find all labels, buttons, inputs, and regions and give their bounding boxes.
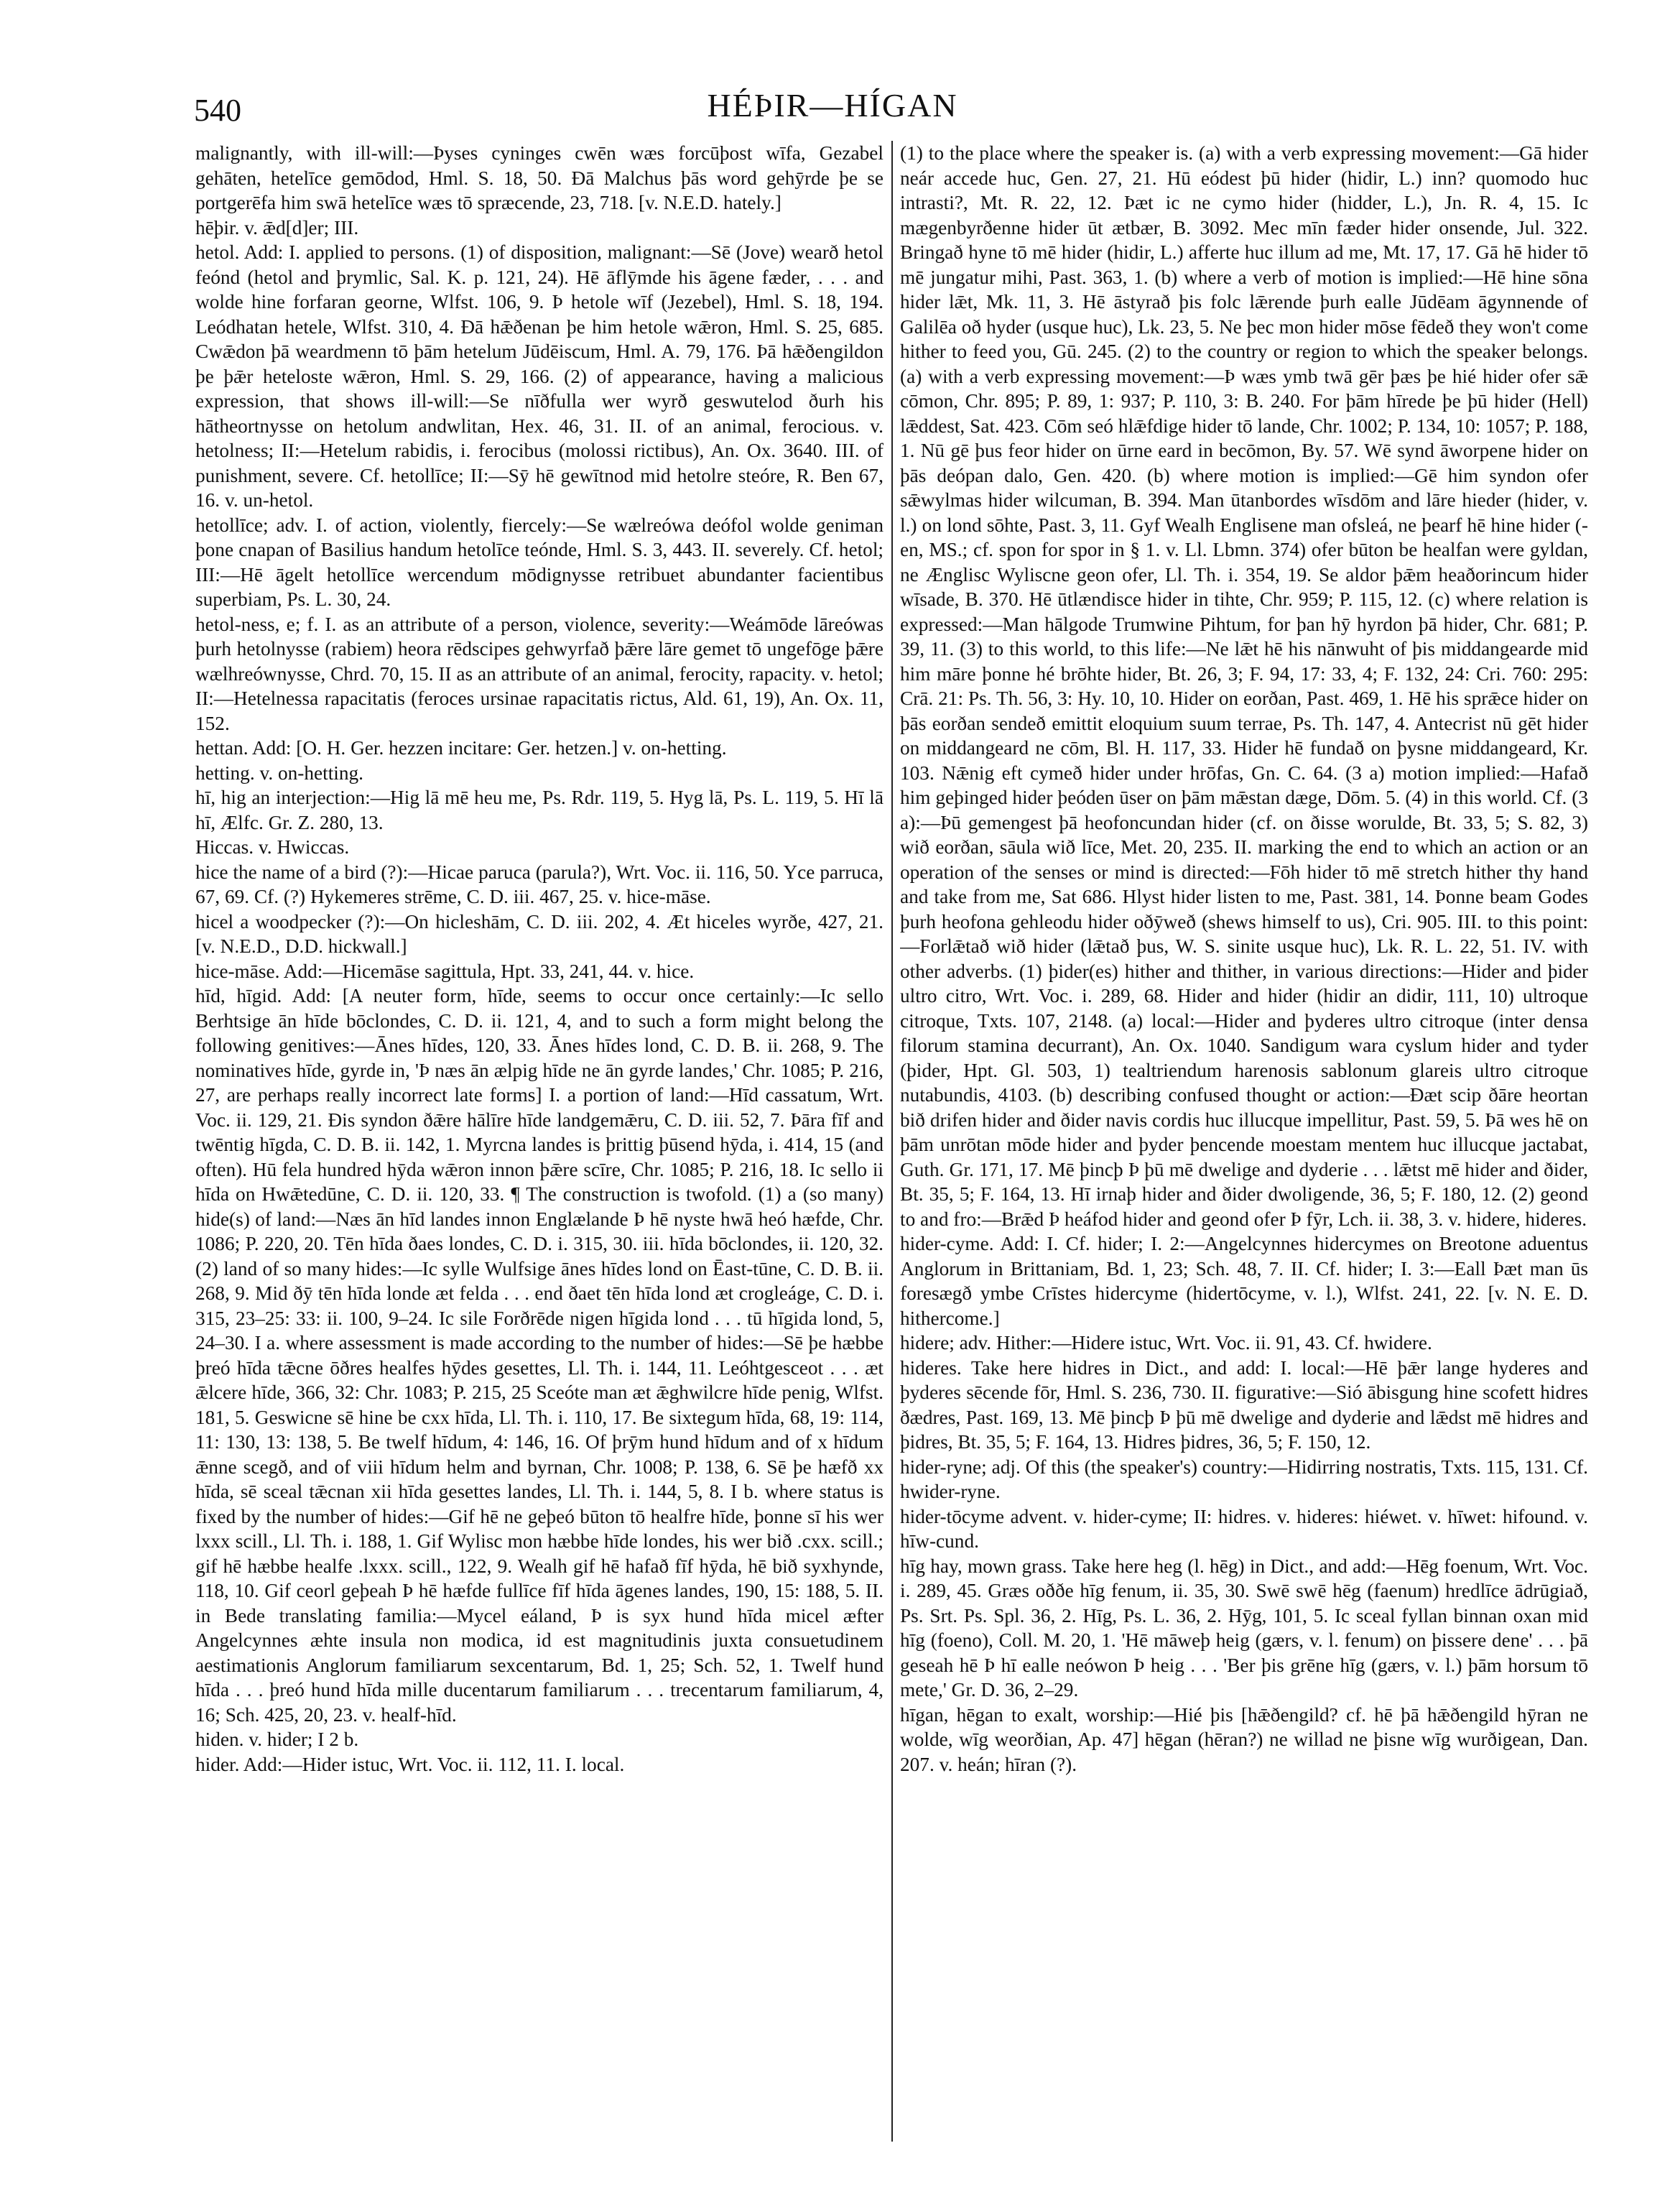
entry-paragraph: hider. Add:—Hider istuc, Wrt. Voc. ii. 112, 11. I. local.: [195, 1753, 625, 1775]
entry-paragraph: hideres. Take here hidres in Dict., and add: I. local:—Hē þǣr lange hyderes and þyderes sēcende fōr, Hml. S. 236, 730. II. figurative:—Sió ābisgung hine scofett hidres ðædres, Past. 169, 13. Mē þincþ Þ þū mē dwelige and dyderie and lǣdst mē hidres and þidres, Bt. 35, 5; F. 164, 13. Hidres þidres, 36, 5; F. 150, 12.: [900, 1356, 1588, 1453]
column-rule: [891, 141, 893, 2142]
entry-paragraph: hicel a woodpecker (?):—On hicleshām, C. D. iii. 202, 4. Æt hiceles wyrðe, 427, 21. [v. N.E.D., D.D. hickwall.]: [195, 910, 883, 957]
entry-paragraph: hettan. Add: [O. H. Ger. hezzen incitare: Ger. hetzen.] v. on-hetting.: [195, 737, 727, 759]
entry-paragraph: hider-cyme. Add: I. Cf. hider; I. 2:—Angelcynnes hidercymes on Breotone aduentus Anglorum in Brittaniam, Bd. 1, 23; Sch. 48, 7. II. Cf. hider; I. 3:—Eall Þæt man ūs foresægð ymbe Crīstes hidercyme (hidertōcyme, v. l.), Wlfst. 241, 22. [v. N. E. D. hithercome.]: [900, 1233, 1588, 1329]
entry-paragraph: hetollīce; adv. I. of action, violently, fiercely:—Se wælreówa deófol wolde geniman þone cnapan of Basilius handum hetolīce teónde, Hml. S. 3, 443. II. severely. Cf. hetol; III:—Hē āgelt hetollīce wercendum mōdignysse retribuet abundanter facientibus superbiam, Ps. L. 30, 24.: [195, 514, 883, 610]
entry-paragraph: hīgan, hēgan to exalt, worship:—Hié þis [hǣðengild? cf. hē þā hǣðengild hȳran ne wolde, wīg weorðian, Ap. 47] hēgan (hēran?) ne willad ne þisne wīg wurðigean, Dan. 207. v. heán; hīran (?).: [900, 1703, 1588, 1775]
entry-paragraph: hiden. v. hider; I 2 b.: [195, 1729, 359, 1750]
entry-paragraph: malignantly, with ill-will:—Þyses cyninges cwēn wæs forcūþost wīfa, Gezabel gehāten, hetelīce gemōdod, Hml. S. 18, 50. Ðā Malchus þās word gehȳrde þe se portgerēfa him swā hetelīce wæs tō spræcende, 23, 718. [v. N.E.D. hately.]: [195, 142, 883, 213]
left-column: [195, 141, 883, 2138]
right-column: [900, 141, 1588, 2138]
entry-paragraph: hetting. v. on-hetting.: [195, 762, 364, 784]
entry-paragraph: hetol-ness, e; f. I. as an attribute of a person, violence, severity:—Weámōde lāreówas þurh hetolnysse (rabiem) heora rēdscipes gehwyrfað þǣre lāre gemet tō ungefōge þǣre wælhreównysse, Chrd. 70, 15. II as an attribute of an animal, ferocity, rapacity. v. hetol; II:—Hetelnessa rapacitatis (feroces ursinae rapacitatis rictus, Ald. 61, 19), An. Ox. 11, 152.: [195, 613, 883, 734]
entry-paragraph: hī, hig an interjection:—Hig lā mē heu me, Ps. Rdr. 119, 5. Hyg lā, Ps. L. 119, 5. Hī lā hī, Ælfc. Gr. Z. 280, 13.: [195, 787, 883, 833]
running-head: HÉÞIR—HÍGAN: [707, 87, 958, 124]
entry-paragraph: Hiccas. v. Hwiccas.: [195, 836, 350, 858]
entry-paragraph: hīd, hīgid. Add: [A neuter form, hīde, seems to occur once certainly:—Ic sello Berhtsige ān hīde bōclondes, C. D. ii. 121, 4, and to such a form might belong the following genitives:—Ānes hīdes, 120, 33. Ānes hīdes lond, C. D. B. ii. 268, 9. The nominatives hīde, gyrde in, 'Þ næs ān ælpig hīde ne ān gyrde landes,' Chr. 1085; P. 216, 27, are perhaps really incorrect late forms] I. a portion of land:—Hīd cassatum, Wrt. Voc. ii. 129, 21. Ðis syndon ðǣre hālīre hīde landgemǣru, C. D. iii. 52, 7. Þāra fīf and twēntig hīgda, C. D. B. ii. 142, 1. Myrcna landes is þrittig þūsend hȳda, i. 414, 15 (and often). Hū fela hundred hȳda wǣron innon þǣre scīre, Chr. 1085; P. 216, 18. Ic sello ii hīda on Hwǣtedūne, C. D. ii. 120, 33. ¶ The construction is twofold. (1) a (so many) hide(s) of land:—Næs ān hīd landes innon Englælande Þ hē nyste hwā heó hæfde, Chr. 1086; P. 220, 20. Tēn hīda ðaes londes, C. D. i. 315, 30. iii. hīda bōclondes, ii. 120, 32. (2) land of so many hides:—Ic sylle Wulfsige ānes hīdes lond on Ēast-tūne, C. D. B. ii. 268, 9. Mid ðȳ tēn hīda londe æt felda . . . end ðaet tēn hīda lond æt crogleáge, C. D. i. 315, 23–25: 33: ii. 100, 9–24. Ic sile Forðrēde nigen hīgida lond . . . tū hīgida lond, 5, 24–30. I a. where assessment is made according to the number of hides:—Sē þe hæbbe þreó hīda tǣcne ōðres healfes hȳdes gesettes, Ll. Th. i. 144, 11. Leóhtgesceot . . . æt ǣlcere hīde, 366, 32: Chr. 1083; P. 215, 25 Sceóte man æt ǣghwilcre hīde penig, Wlfst. 181, 5. Geswicne sē hine be cxx hīda, Ll. Th. i. 110, 17. Be sixtegum hīda, 68, 19: 114, 11: 130, 13: 138, 5. Be twelf hīdum, 4: 146, 16. Of þrȳm hund hīdum and of x hīdum ǣnne scegð, and of viii hīdum helm and byrnan, Chr. 1008; P. 138, 6. Sē þe hæfð xx hīda, sē sceal tǣcnan xii hīda gesettes landes, Ll. Th. i. 144, 5, 8. I b. where status is fixed by the number of hides:—Gif hē ne geþeó būton tō healfre hīde, þonne sī his wer lxxx scill., Ll. Th. i. 188, 1. Gif Wylisc mon hæbbe hīde londes, his wer bið .cxx. scill.; gif hē hæbbe healfe .lxxx. scill., 122, 9. Wealh gif hē hafað fīf hȳda, hē bið syxhynde, 118, 10. Gif ceorl geþeah Þ hē hæfde fullīce fīf hīda āgenes landes, 190, 15: 188, 5. II. in Bede translating familia:—Mycel eáland, Þ is syx hund hīda micel æfter Angelcynnes æhte insula non modica, id est magnitudinis juxta consuetudinem aestimationis Anglorum familiarum sexcentarum, Bd. 1, 25; Sch. 52, 1. Twelf hund hīda . . . þreó hund hīda mille ducentarum familiarum . . . trecentarum familiarum, 4, 16; Sch. 425, 20, 23. v. healf-hīd.: [195, 985, 883, 1726]
entry-paragraph: hice the name of a bird (?):—Hicae paruca (parula?), Wrt. Voc. ii. 116, 50. Yce parruca, 67, 69. Cf. (?) Hykemeres strēme, C. D. iii. 467, 25. v. hice-māse.: [195, 861, 883, 907]
entry-paragraph: hetol. Add: I. applied to persons. (1) of disposition, malignant:—Sē (Jove) wearð hetol feónd (hetol and þrymlic, Sal. K. p. 121, 24). Hē āflȳmde his āgene fæder, . . . and wolde hine forfaran georne, Wlfst. 106, 9. Þ hetole wīf (Jezebel), Hml. S. 18, 194. Leódhatan hetele, Wlfst. 310, 4. Ðā hǣðenan þe him hetole wǣron, Hml. S. 25, 685. Cwǣdon þā weardmenn tō þām hetelum Jūdēiscum, Hml. A. 79, 176. Þā hǣðengildon þe þǣr heteloste wǣron, Hml. S. 29, 166. (2) of appearance, having a malicious expression, that shows ill-will:—Se nīðfulla wer wyrð geswutelod ðurh his hātheortnysse on hetolum andwlitan, Hex. 46, 31. II. of an animal, ferocious. v. hetolness; II:—Hetelum rabidis, i. ferocibus (molossi rictibus), An. Ox. 3640. III. of punishment, severe. Cf. hetollīce; II:—Sȳ hē gewītnod mid hetolre steóre, R. Ben 67, 16. v. un-hetol.: [195, 241, 883, 511]
page-number: 540: [194, 93, 241, 128]
entry-paragraph: hider-ryne; adj. Of this (the speaker's) country:—Hidirring nostratis, Txts. 115, 131. Cf. hwider-ryne.: [900, 1456, 1588, 1502]
entry-paragraph: hidere; adv. Hither:—Hidere istuc, Wrt. Voc. ii. 91, 43. Cf. hwidere.: [900, 1332, 1432, 1353]
entry-paragraph: hice-māse. Add:—Hicemāse sagittula, Hpt. 33, 241, 44. v. hice.: [195, 960, 695, 982]
entry-paragraph: hēþir. v. ǣd[d]er; III.: [195, 216, 359, 239]
entry-paragraph: (1) to the place where the speaker is. (a) with a verb expressing movement:—Gā hider neár accede huc, Gen. 27, 21. Hū eódest þū hider (hidir, L.) inn? quomodo huc intrasti?, Mt. R. 22, 12. Þæt ic ne cymo hider (hidder, L.), Jn. R. 4, 15. Ic mægenbyrðenne hider ūt ætbær, B. 3092. Mec mīn fæder hider onsende, Jul. 322. Bringað hyne tō mē hider (hidir, L.) afferte huc illum ad me, Mt. 17, 17. Gā hē hider tō mē jungatur mihi, Past. 363, 1. (b) where a verb of motion is implied:—Hē hine sōna hider lǣt, Mk. 11, 3. Hē āstyrað þis folc lǣrende þurh ealle Jūdēam āgynnende of Galilēa oð hyder (usque huc), Lk. 23, 5. Ne þec mon hider mōse fēdeð they won't come hither to feed you, Gū. 245. (2) to the country or region to which the speaker belongs. (a) with a verb expressing movement:—Þ wæs ymb twā gēr þæs þe hié hider ofer sǣ cōmon, Chr. 895; P. 89, 1: 937; P. 110, 3: B. 240. For þām hīrede þe þū hider (Hell) lǣddest, Sat. 423. Cōm seó hlǣfdige hider tō lande, Chr. 1002; P. 134, 10: 1057; P. 188, 1. Nū gē þus feor hider on ūrne eard in becōmon, By. 57. Wē synd āworpene hider on þās deópan dalo, Gen. 420. (b) where motion is implied:—Gē him syndon ofer sǣwylmas hider wilcuman, B. 394. Man ūtanbordes wīsdōm and lāre hieder (hider, v. l.) on lond sōhte, Past. 3, 11. Gyf Wealh Englisene man ofsleá, ne þearf hē hine hider (-en, MS.; cf. spon for spor in § 1. v. Ll. Lbmn. 374) ofer būton be healfan were gyldan, ne Ænglisc Wyliscne geon ofer, Ll. Th. i. 354, 19. Se aldor þǣm heaðorincum hider wīsade, B. 370. Hē ūtlændisce hider in tihte, Chr. 959; P. 115, 12. (c) where relation is expressed:—Man hālgode Trumwine Pihtum, for þan hȳ hyrdon þā hider, Chr. 681; P. 39, 11. (3) to this world, to this life:—Ne lǣt hē his nānwuht of þis middangearde mid him māre þonne hé brōhte hider, Bt. 26, 3; F. 94, 17: 33, 4; F. 132, 24: Cri. 760: 295: Crā. 21: Ps. Th. 56, 3: Hy. 10, 10. Hider on eorðan, Past. 469, 1. Hē his sprǣce hider on þās eorðan sendeð emittit eloquium suum terrae, Ps. Th. 147, 4. Antecrist nū gēt hider on middangeard ne cōm, Bl. H. 117, 33. Hider hē fundað on þysne middangeard, Kr. 103. Nǣnig eft cymeð hider under hrōfas, Gn. C. 64. (3 a) motion implied:—Hafað him geþinged hider þeóden ūser on þām mǣstan dæge, Dōm. 5. (4) in this world. Cf. (3 a):—Þū gemengest þā heofoncundan hider (cf. on ðisse worulde, Bt. 33, 5; S. 82, 3) wið eorðan, sāula wið līce, Met. 20, 235. II. marking the end to which an action or an operation of the senses or mind is directed:—Fōh hider tō mē stretch hither thy hand and take from me, Sat 686. Hlyst hider listen to me, Past. 381, 14. Þonne beam Godes þurh heofona gehleodu hider oðȳweð (shews himself to us), Cri. 905. III. to this point:—Forlǣtað wið hider (lǣtað þus, W. S. sinite usque huc), Lk. R. L. 22, 51. IV. with other adverbs. (1) þider(es) hither and thither, in various directions:—Hider and þider ultro citro, Wrt. Voc. i. 289, 68. Hider and hider (hidir an didir, 111, 10) ultroque citroque, Txts. 107, 2148. (a) local:—Hider and þyderes ultro citroque (inter densa filorum stamina decurrant), An. Ox. 1040. Sandigum wara cyslum hider and tyder (þider, Hpt. Gl. 503, 1) tealtriendum harenosis sablonum glareis ultro citroque nutabundis, 4103. (b) describing confused thought or action:—Ðæt scip ðāre heortan bið drifen hider and ðider navis cordis huc illucque impellitur, Past. 59, 5. Þā wes hē on þām unrōtan mōde hider and þyder þencende moestam mentem huc illucque jactabat, Guth. Gr. 171, 17. Mē þincþ Þ þū mē dwelige and dyderie . . . lǣtst mē hider and ðider, Bt. 35, 5; F. 164, 13. Hī irnaþ hider and ðider dwoligende, 36, 5; F. 180, 12. (2) geond to and fro:—Brǣd Þ heáfod hider and geond ofer Þ fȳr, Lch. ii. 38, 3. v. hidere, hideres.: [900, 142, 1588, 1230]
entry-paragraph: hīg hay, mown grass. Take here heg (l. hēg) in Dict., and add:—Hēg foenum, Wrt. Voc. i. 289, 45. Græs oððe hīg fenum, ii. 35, 30. Swē swē hēg (faenum) hredlīce ādrūgiað, Ps. Srt. Ps. Spl. 36, 2. Hīg, Ps. L. 36, 2. Hȳg, 101, 5. Ic sceal fyllan binnan oxan mid hīg (foeno), Coll. M. 20, 1. 'Hē māweþ heig (gærs, v. l. fenum) on þissere dene' . . . þā geseah hē Þ hī ealle neówon Þ heig . . . 'Ber þis grēne hīg (gærs, v. l.) þām horsum tō mete,' Gr. D. 36, 2–29.: [900, 1555, 1588, 1700]
entry-paragraph: hider-tōcyme advent. v. hider-cyme; II: hidres. v. hideres: hiéwet. v. hīwet: hifound. v. hīw-cund.: [900, 1505, 1588, 1552]
